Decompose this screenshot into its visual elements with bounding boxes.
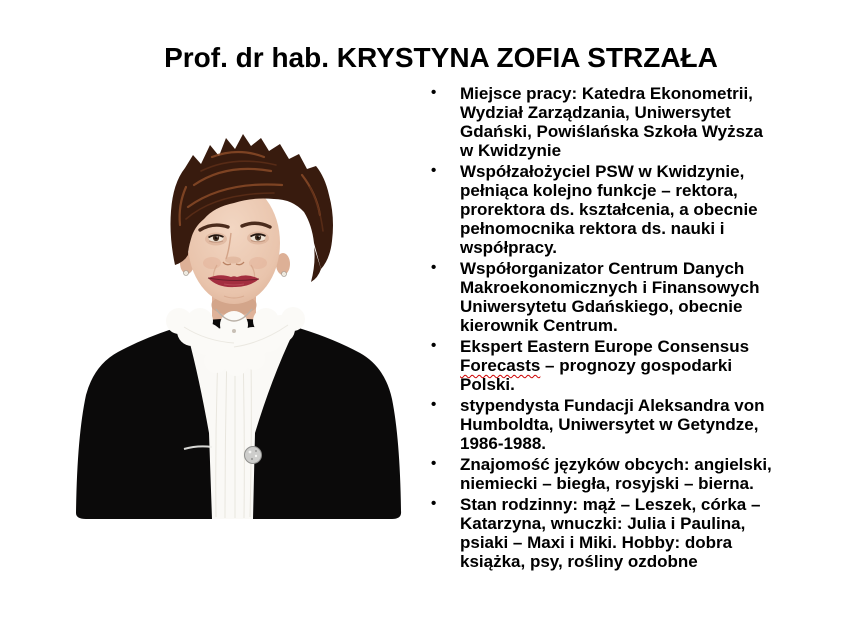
misspelled-word: Forecasts [460,356,541,375]
list-item [425,396,837,453]
bullet-icon: • [431,162,437,179]
portrait-photo [66,115,410,519]
list-item [425,84,837,160]
bullet-list [425,84,837,573]
bullet-icon: • [431,495,437,512]
bullet-text: Współzałożyciel PSW w Kwidzynie, pełniąca kolejno funkcje – rektora, prorektora ds. kształcenia, a obecnie pełnomocnika rektora ds. nauki i współpracy. [460,162,758,257]
bullet-text: Miejsce pracy: Katedra Ekonometrii, Wydział Zarządzania, Uniwersytet Gdański, Powiślańska Szkoła Wyższa w Kwidzynie [460,84,763,160]
bullet-text: Znajomość języków obcych: angielski, niemiecki – biegła, rosyjski – bierna. [460,455,772,493]
bullet-text: Stan rodzinny: mąż – Leszek, córka – Katarzyna, wnuczki: Julia i Paulina, psiaki – Maxi i Miki. Hobby: dobra książka, psy, rośliny ozdobne [460,495,761,571]
bullet-icon: • [431,455,437,472]
bullet-text: stypendysta Fundacji Aleksandra von Humboldta, Uniwersytet w Getyndze, 1986-1988. [460,396,765,453]
portrait-photo-image [66,115,410,519]
bullet-icon: • [431,337,437,354]
list-item [425,455,837,493]
bullet-text: Ekspert Eastern Europe Consensus Forecasts – prognozy gospodarki Polski. [460,337,750,394]
list-item [425,162,837,257]
bullet-icon: • [431,84,437,101]
page-title: Prof. dr hab. KRYSTYNA ZOFIA STRZAŁA [164,42,718,73]
bullet-icon: • [431,396,437,413]
list-item [425,337,837,394]
list-item [425,495,837,571]
list-item [425,259,837,335]
bullet-text: Współorganizator Centrum Danych Makroekonomicznych i Finansowych Uniwersytetu Gdańskiego, obecnie kierownik Centrum. [460,259,760,335]
bullet-icon: • [431,259,437,276]
